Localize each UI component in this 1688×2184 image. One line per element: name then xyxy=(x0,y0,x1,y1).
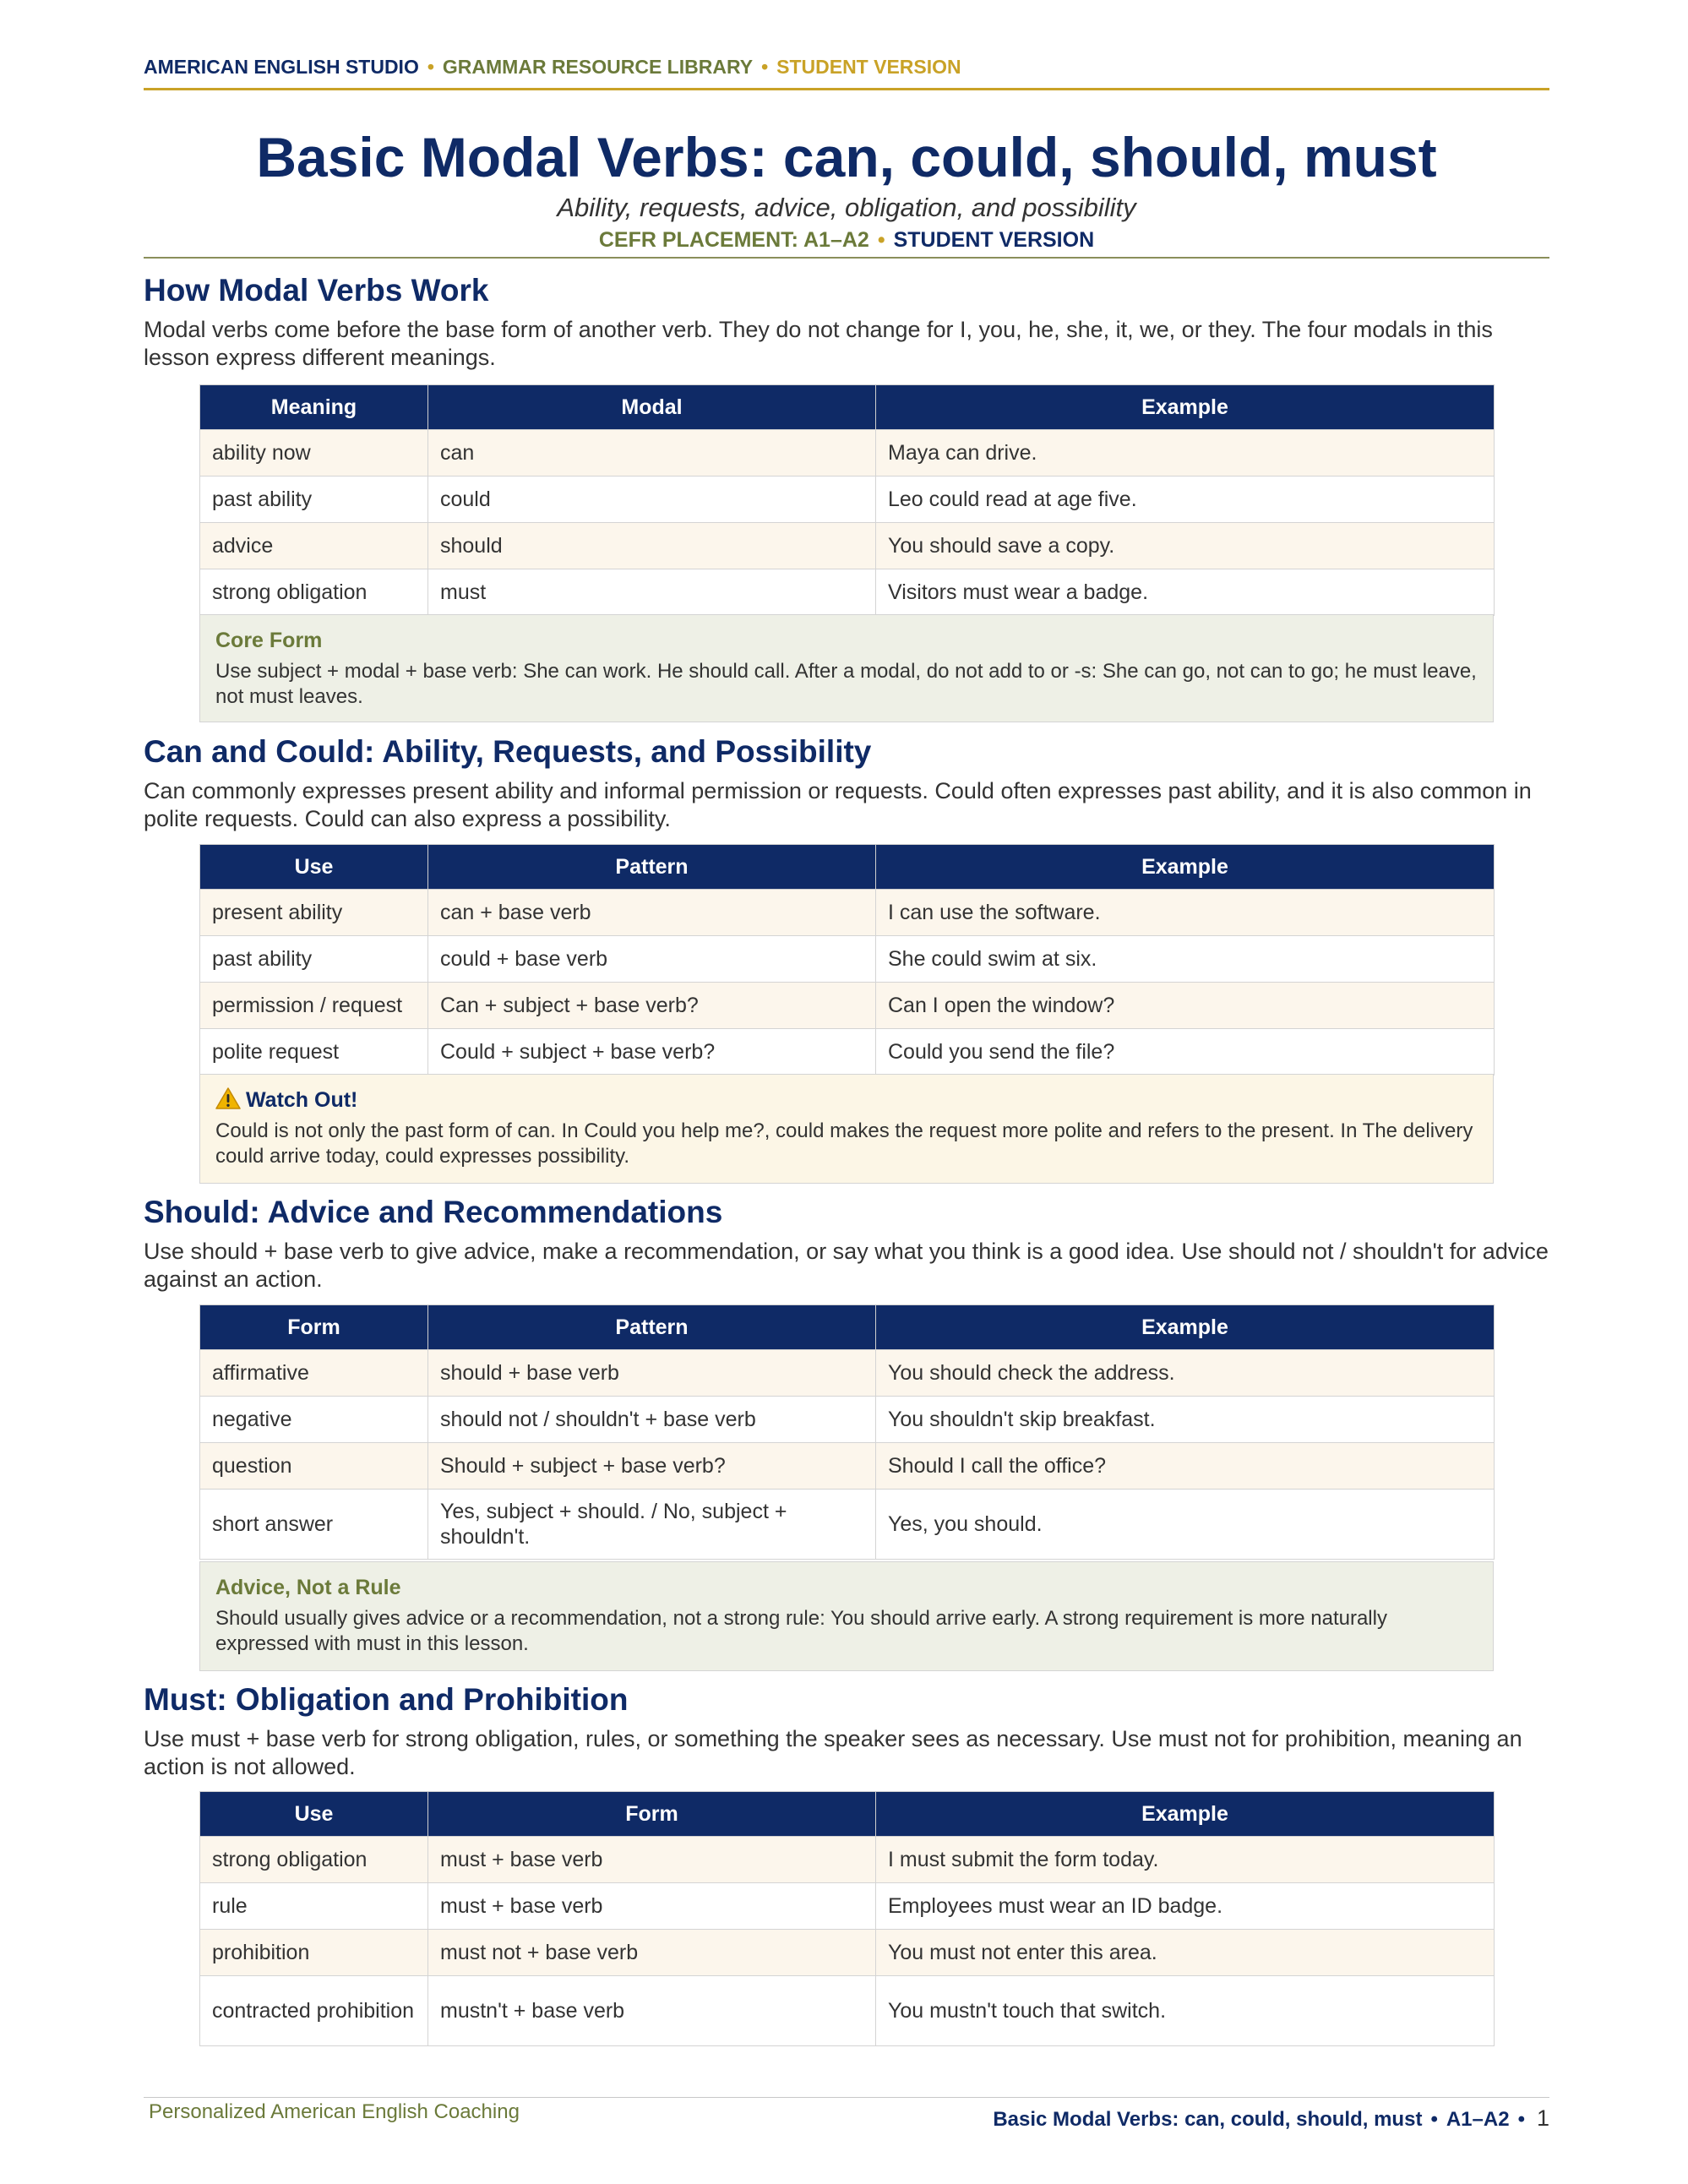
section-must xyxy=(144,1681,1549,1781)
column-header: Form xyxy=(428,1792,876,1837)
table-cell: rule xyxy=(200,1883,428,1930)
table-cell: ability now xyxy=(200,430,428,477)
table-cell: should + base verb xyxy=(428,1350,876,1397)
note-body: Use subject + modal + base verb: She can work. He should call. After a modal, do not add to or -s: She can go, not can to go; he must leave, not must leaves. xyxy=(215,660,1477,708)
table-cell: must + base verb xyxy=(428,1837,876,1883)
table-cell: Should + subject + base verb? xyxy=(428,1443,876,1490)
column-header: Use xyxy=(200,845,428,890)
section-intro: Modal verbs come before the base form of another verb. They do not change for I, you, he, she, it, we, or they. The four modals in this lesson express different meanings. xyxy=(144,317,1493,370)
note-title: Advice, Not a Rule xyxy=(215,1576,401,1599)
core-form-note xyxy=(199,614,1494,722)
table-cell: contracted prohibition xyxy=(200,1976,428,2046)
table-row xyxy=(200,1883,1495,1930)
table-cell: permission / request xyxy=(200,983,428,1029)
header-separator: • xyxy=(761,56,769,78)
cefr-placement xyxy=(144,228,1549,253)
table-cell: short answer xyxy=(200,1490,428,1560)
section-intro: Use must + base verb for strong obligation, rules, or something the speaker sees as necessary. Use must not for prohibition, meaning an action is not allowed. xyxy=(144,1726,1522,1779)
table-cell: You mustn't touch that switch. xyxy=(876,1976,1495,2046)
table-cell: Can I open the window? xyxy=(876,983,1495,1029)
cefr-level: CEFR PLACEMENT: A1–A2 xyxy=(598,228,869,252)
column-header: Example xyxy=(876,845,1495,890)
table-row xyxy=(200,430,1495,477)
page-title: Basic Modal Verbs: can, could, should, must xyxy=(256,126,1437,188)
section-heading: Must: Obligation and Prohibition xyxy=(144,1682,629,1717)
table-cell: Leo could read at age five. xyxy=(876,477,1495,523)
table-cell: past ability xyxy=(200,936,428,983)
note-body: Should usually gives advice or a recommendation, not a strong rule: You should arrive early. A strong requirement is more naturally expressed with must in this lesson. xyxy=(215,1607,1387,1655)
table-row xyxy=(200,1397,1495,1443)
warning-icon xyxy=(215,1087,241,1110)
table-cell: You should save a copy. xyxy=(876,523,1495,569)
table-cell: Should I call the office? xyxy=(876,1443,1495,1490)
header-library: GRAMMAR RESOURCE LIBRARY xyxy=(442,56,754,78)
table-cell: Could + subject + base verb? xyxy=(428,1029,876,1076)
table-row xyxy=(200,983,1495,1029)
table-row xyxy=(200,1490,1495,1560)
advice-not-rule-note xyxy=(199,1561,1494,1671)
running-header xyxy=(144,56,1549,79)
table-cell: question xyxy=(200,1443,428,1490)
table-cell: must + base verb xyxy=(428,1883,876,1930)
footer-brand: Personalized American English Coaching xyxy=(149,2100,520,2123)
table-cell: prohibition xyxy=(200,1930,428,1976)
header-divider xyxy=(144,88,1549,90)
table-row xyxy=(200,890,1495,936)
table-cell: present ability xyxy=(200,890,428,936)
placement-separator: • xyxy=(877,228,885,252)
table-cell: strong obligation xyxy=(200,1837,428,1883)
column-header: Pattern xyxy=(428,845,876,890)
section-intro: Can commonly expresses present ability and informal permission or requests. Could often expresses past ability, and it is also common in polite requests. Could can also express a possibility. xyxy=(144,778,1532,831)
table-cell: can xyxy=(428,430,876,477)
note-title: Core Form xyxy=(215,629,323,652)
table-cell: Visitors must wear a badge. xyxy=(876,569,1495,616)
column-header: Example xyxy=(876,1792,1495,1837)
footer-meta xyxy=(993,2105,1549,2132)
table-cell: should not / shouldn't + base verb xyxy=(428,1397,876,1443)
table-cell: You must not enter this area. xyxy=(876,1930,1495,1976)
placement-version: STUDENT VERSION xyxy=(893,228,1095,252)
must-table xyxy=(199,1791,1495,2046)
watch-out-note xyxy=(199,1074,1494,1184)
table-cell: Yes, you should. xyxy=(876,1490,1495,1560)
table-cell: could + base verb xyxy=(428,936,876,983)
header-org: AMERICAN ENGLISH STUDIO xyxy=(144,56,419,78)
table-row xyxy=(200,936,1495,983)
column-header: Use xyxy=(200,1792,428,1837)
footer-title: Basic Modal Verbs: can, could, should, must xyxy=(993,2108,1423,2131)
table-row xyxy=(200,477,1495,523)
footer-separator: • xyxy=(1517,2108,1525,2131)
table-cell: strong obligation xyxy=(200,569,428,616)
table-cell: She could swim at six. xyxy=(876,936,1495,983)
table-cell: must xyxy=(428,569,876,616)
table-cell: Could you send the file? xyxy=(876,1029,1495,1076)
column-header: Form xyxy=(200,1305,428,1350)
section-should xyxy=(144,1194,1549,1294)
table-row xyxy=(200,569,1495,616)
table-cell: could xyxy=(428,477,876,523)
table-cell: Maya can drive. xyxy=(876,430,1495,477)
table-cell: must not + base verb xyxy=(428,1930,876,1976)
table-cell: negative xyxy=(200,1397,428,1443)
note-title: Watch Out! xyxy=(246,1088,358,1112)
column-header: Example xyxy=(876,1305,1495,1350)
column-header: Modal xyxy=(428,385,876,430)
header-separator: • xyxy=(427,56,434,78)
note-body: Could is not only the past form of can. In Could you help me?, could makes the request more polite and refers to the present. In The delivery could arrive today, could expresses possibility. xyxy=(215,1119,1473,1168)
table-row xyxy=(200,1976,1495,2046)
table-header-row xyxy=(200,1305,1495,1350)
table-cell: advice xyxy=(200,523,428,569)
table-cell: I can use the software. xyxy=(876,890,1495,936)
should-table xyxy=(199,1304,1495,1560)
table-cell: You should check the address. xyxy=(876,1350,1495,1397)
table-row xyxy=(200,523,1495,569)
table-cell: Yes, subject + should. / No, subject + shouldn't. xyxy=(428,1490,876,1560)
section-can-could xyxy=(144,733,1549,833)
table-cell: should xyxy=(428,523,876,569)
table-cell: Employees must wear an ID badge. xyxy=(876,1883,1495,1930)
table-row xyxy=(200,1837,1495,1883)
can-could-table xyxy=(199,844,1495,1076)
table-cell: past ability xyxy=(200,477,428,523)
section-heading: Can and Could: Ability, Requests, and Possibility xyxy=(144,734,872,769)
header-version: STUDENT VERSION xyxy=(776,56,961,78)
modal-meanings-table xyxy=(199,384,1495,616)
table-cell: can + base verb xyxy=(428,890,876,936)
section-heading: How Modal Verbs Work xyxy=(144,273,489,308)
table-cell: Can + subject + base verb? xyxy=(428,983,876,1029)
section-how-modals-work xyxy=(144,272,1549,372)
footer-separator: • xyxy=(1430,2108,1438,2131)
table-row xyxy=(200,1350,1495,1397)
table-header-row xyxy=(200,385,1495,430)
table-cell: affirmative xyxy=(200,1350,428,1397)
table-cell: You shouldn't skip breakfast. xyxy=(876,1397,1495,1443)
table-header-row xyxy=(200,1792,1495,1837)
table-cell: mustn't + base verb xyxy=(428,1976,876,2046)
footer-divider xyxy=(144,2097,1549,2098)
page-subtitle: Ability, requests, advice, obligation, and possibility xyxy=(557,193,1136,222)
footer-level: A1–A2 xyxy=(1446,2108,1510,2131)
table-row xyxy=(200,1930,1495,1976)
column-header: Pattern xyxy=(428,1305,876,1350)
table-cell: I must submit the form today. xyxy=(876,1837,1495,1883)
section-intro: Use should + base verb to give advice, make a recommendation, or say what you think is a good idea. Use should not / shouldn't for advice against an action. xyxy=(144,1239,1549,1292)
title-divider xyxy=(144,257,1549,259)
column-header: Meaning xyxy=(200,385,428,430)
table-row xyxy=(200,1443,1495,1490)
page-number: 1 xyxy=(1536,2105,1549,2131)
table-cell: polite request xyxy=(200,1029,428,1076)
column-header: Example xyxy=(876,385,1495,430)
table-row xyxy=(200,1029,1495,1076)
table-header-row xyxy=(200,845,1495,890)
section-heading: Should: Advice and Recommendations xyxy=(144,1195,723,1229)
